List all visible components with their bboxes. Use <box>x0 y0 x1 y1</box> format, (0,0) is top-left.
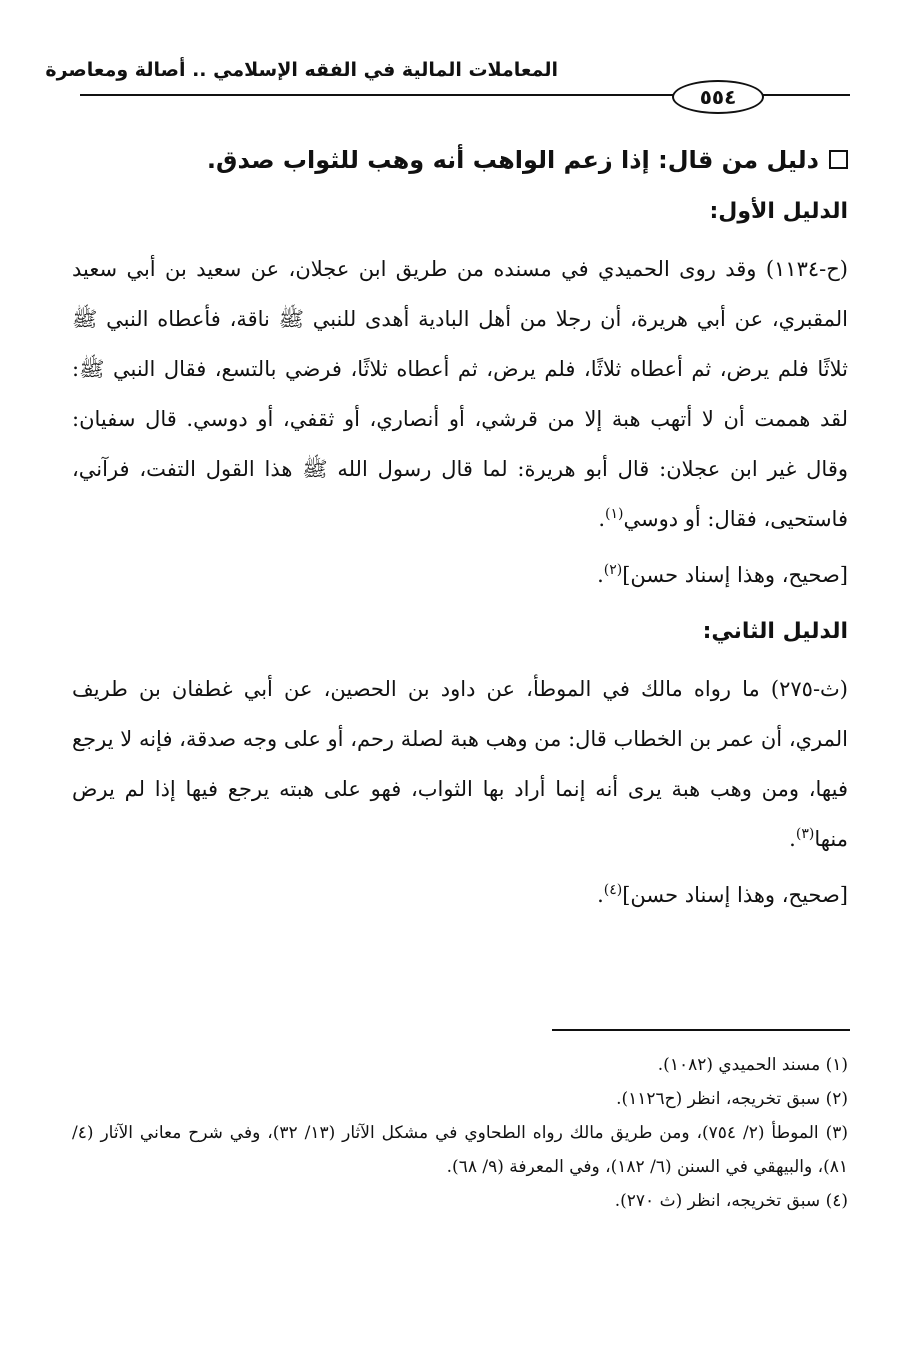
footnote-3: (٣) الموطأ (٢/ ٧٥٤)، ومن طريق مالك رواه الطحاوي في مشكل الآثار (١٣/ ٣٢)، وفي شرح معاني الآثار (٤/ ٨١)، والبيهقي في السنن (٦/ ١٨٢)، وفي المعرفة (٩/ ٦٨). <box>72 1123 848 1177</box>
running-title: المعاملات المالية في الفقه الإسلامي .. أصالة ومعاصرة <box>45 59 558 81</box>
evidence-2-title: الدليل الثاني: <box>702 619 848 644</box>
evidence-2-grading-text: [صحيح، وهذا إسناد حسن] <box>622 883 848 907</box>
evidence-1-title: الدليل الأول: <box>709 199 848 224</box>
evidence-2-grading: [صحيح، وهذا إسناد حسن]$^{(٤)}$. <box>597 882 848 907</box>
page-number: ٥٥٤ <box>672 80 764 114</box>
main-content <box>72 138 848 932</box>
section-heading-text: دليل من قال: إذا زعم الواهب أنه وهب للثواب صدق. <box>206 146 819 174</box>
footnote-ref-4[interactable]: (٤) <box>603 882 623 898</box>
evidence-2-text: (ث-٢٧٥) ما رواه مالك في الموطأ، عن داود بن الحصين، عن أبي غطفان بن طريف المري، أن عمر بن الخطاب قال: من وهب هبة لصلة رحم، أو على وجه صدقة، فإنه لا يرجع فيها، ومن وهب هبة يرى أنه إنما أراد بها الثواب، فهو على هبته يرجع فيها إذا لم يرض منها <box>72 677 848 851</box>
footnotes <box>72 1048 848 1218</box>
footnote-4: (٤) سبق تخريجه، انظر (ث ٢٧٠). <box>614 1191 848 1211</box>
checkbox-bullet-icon <box>829 150 848 169</box>
footnote-1: (١) مسند الحميدي (١٠٨٢). <box>657 1055 848 1075</box>
footnote-rule <box>552 1029 850 1031</box>
evidence-1-paragraph: (ح-١١٣٤) وقد روى الحميدي في مسنده من طريق ابن عجلان، عن سعيد بن أبي سعيد المقبري، عن أبي هريرة، أن رجلا من أهل البادية أهدى للنبي ﷺ ناقة، فأعطاه النبي ﷺ ثلاثًا فلم يرض، ثم أعطاه ثلاثًا، فلم يرض، ثم أعطاه ثلاثًا، فرضي بالتسع، فقال النبي ﷺ: لقد هممت أن لا أتهب هبة إلا من قرشي، أو أنصاري، أو ثقفي، أو دوسي. قال سفيان: وقال غير ابن عجلان: قال أبو هريرة: لما قال رسول الله ﷺ هذا القول التفت، فرآني، فاستحيى، فقال: أو دوسي$^{(١)}$. <box>72 257 848 531</box>
footnote-ref-3[interactable]: (٣) <box>795 826 815 842</box>
evidence-2-paragraph: (ث-٢٧٥) ما رواه مالك في الموطأ، عن داود بن الحصين، عن أبي غطفان بن طريف المري، أن عمر بن الخطاب قال: من وهب هبة لصلة رحم، أو على وجه صدقة، فإنه لا يرجع فيها، ومن وهب هبة يرى أنه إنما أراد بها الثواب، فهو على هبته يرجع فيها إذا لم يرض منها$^{(٣)}$. <box>72 677 848 851</box>
footnote-2: (٢) سبق تخريجه، انظر (ح١١٢٦). <box>616 1089 848 1109</box>
evidence-1-text: (ح-١١٣٤) وقد روى الحميدي في مسنده من طريق ابن عجلان، عن سعيد بن أبي سعيد المقبري، عن أبي هريرة، أن رجلا من أهل البادية أهدى للنبي ﷺ ناقة، فأعطاه النبي ﷺ ثلاثًا فلم يرض، ثم أعطاه ثلاثًا، فلم يرض، ثم أعطاه ثلاثًا، فرضي بالتسع، فقال النبي ﷺ: لقد هممت أن لا أتهب هبة إلا من قرشي، أو أنصاري، أو ثقفي، أو دوسي. قال سفيان: وقال غير ابن عجلان: قال أبو هريرة: لما قال رسول الله ﷺ هذا القول التفت، فرآني، فاستحيى، فقال: أو دوسي <box>72 257 848 531</box>
footnote-ref-1[interactable]: (١) <box>605 506 624 522</box>
footnote-ref-2[interactable]: (٢) <box>603 562 623 578</box>
section-heading <box>72 138 848 182</box>
evidence-1-grading: [صحيح، وهذا إسناد حسن]$^{(٢)}$. <box>597 562 848 587</box>
evidence-1-grading-text: [صحيح، وهذا إسناد حسن] <box>622 563 848 587</box>
